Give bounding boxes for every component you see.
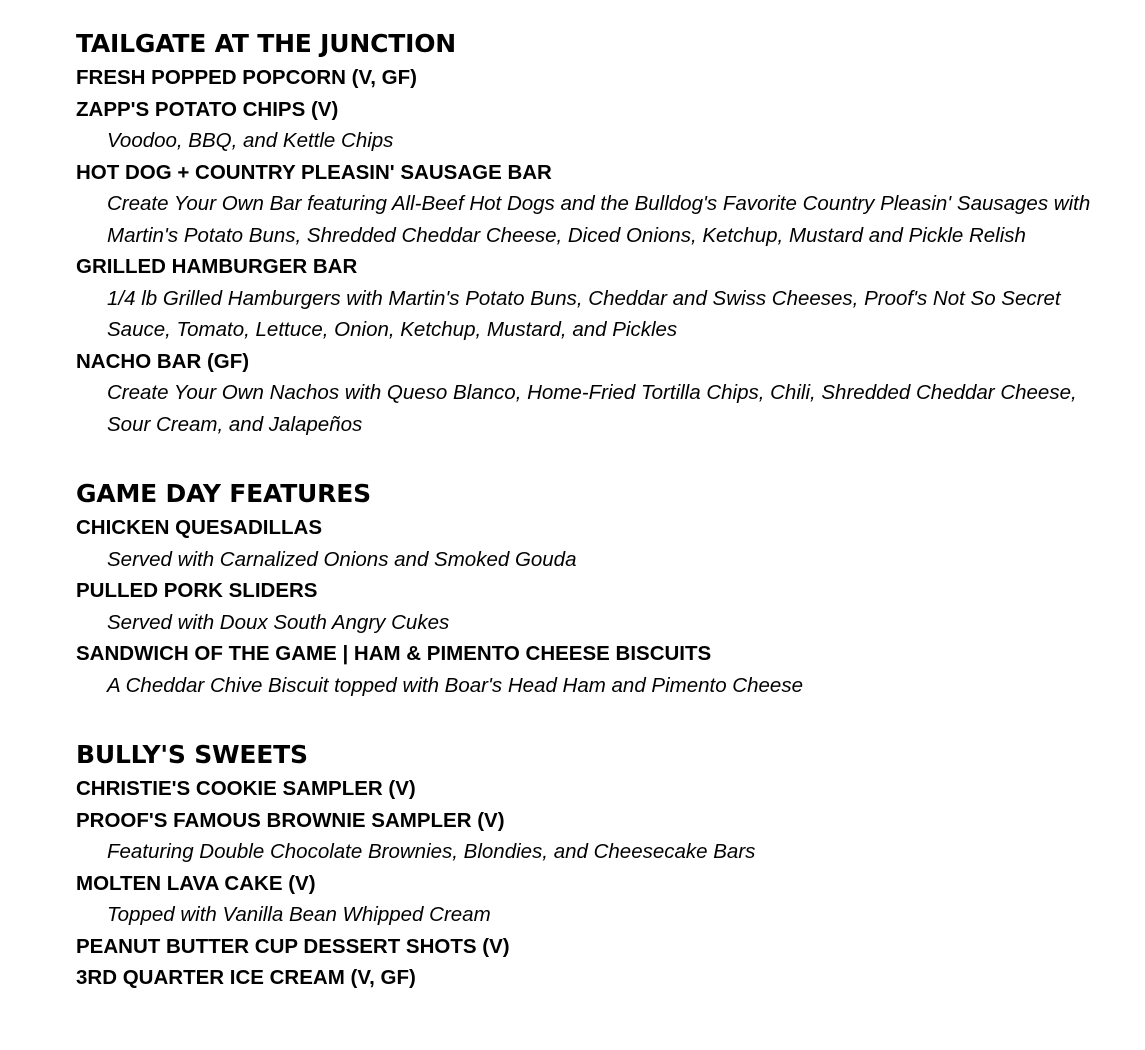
item-name: MOLTEN LAVA CAKE (V) [76, 871, 316, 895]
section-title: GAME DAY FEATURES [76, 479, 371, 508]
menu-item [76, 638, 1116, 701]
item-name: ZAPP'S POTATO CHIPS (V) [76, 97, 339, 121]
item-name: SANDWICH OF THE GAME | HAM & PIMENTO CHEESE BISCUITS [76, 642, 712, 665]
item-name: CHICKEN QUESADILLAS [76, 516, 323, 539]
menu-item [76, 62, 1116, 94]
menu-section-game-day [76, 476, 1116, 701]
menu-item [76, 805, 1116, 868]
item-description: Voodoo, BBQ, and Kettle Chips [107, 129, 394, 152]
section-spacer [76, 440, 1116, 476]
menu-item [76, 868, 1116, 931]
menu-item [76, 962, 1116, 994]
menu-section-tailgate [76, 26, 1116, 440]
item-description: Topped with Vanilla Bean Whipped Cream [107, 903, 491, 926]
item-description: Served with Carnalized Onions and Smoked Gouda [107, 547, 577, 571]
item-description: A Cheddar Chive Biscuit topped with Boar's Head Ham and Pimento Cheese [107, 673, 803, 697]
menu-item [76, 575, 1116, 638]
menu-section-sweets [76, 737, 1116, 994]
item-name: HOT DOG + COUNTRY PLEASIN' SAUSAGE BAR [76, 160, 552, 184]
section-spacer [76, 701, 1116, 737]
menu-item [76, 346, 1116, 441]
item-description: Featuring Double Chocolate Brownies, Blondies, and Cheesecake Bars [107, 840, 756, 863]
section-title: BULLY'S SWEETS [76, 740, 308, 769]
menu-item [76, 512, 1116, 575]
item-description: Served with Doux South Angry Cukes [107, 610, 450, 634]
menu-item [76, 251, 1116, 346]
item-name: FRESH POPPED POPCORN (V, GF) [76, 66, 417, 89]
item-description: Create Your Own Bar featuring All-Beef Hot Dogs and the Bulldog's Favorite Country Pleasin' Sausages with Martin's Potato Buns, Shredded Cheddar Cheese, Diced Onions, Ketchup, Mustard and Pickle Relish [107, 192, 1091, 247]
menu [76, 26, 1116, 994]
item-name: PROOF'S FAMOUS BROWNIE SAMPLER (V) [76, 808, 505, 832]
item-name: PULLED PORK SLIDERS [76, 579, 318, 602]
menu-item [76, 773, 1116, 805]
menu-item [76, 931, 1116, 963]
item-name: NACHO BAR (GF) [76, 349, 250, 373]
menu-item [76, 157, 1116, 252]
item-description: 1/4 lb Grilled Hamburgers with Martin's Potato Buns, Cheddar and Swiss Cheeses, Proof's Not So Secret Sauce, Tomato, Lettuce, Onion, Ketchup, Mustard, and Pickles [107, 286, 1061, 341]
section-title: TAILGATE AT THE JUNCTION [76, 29, 456, 58]
item-name: GRILLED HAMBURGER BAR [76, 255, 358, 278]
item-description: Create Your Own Nachos with Queso Blanco, Home-Fried Tortilla Chips, Chili, Shredded Cheddar Cheese, Sour Cream, and Jalapeños [107, 381, 1077, 436]
menu-item [76, 94, 1116, 157]
item-name: 3RD QUARTER ICE CREAM (V, GF) [76, 966, 416, 989]
item-name: PEANUT BUTTER CUP DESSERT SHOTS (V) [76, 934, 510, 958]
item-name: CHRISTIE'S COOKIE SAMPLER (V) [76, 777, 416, 800]
